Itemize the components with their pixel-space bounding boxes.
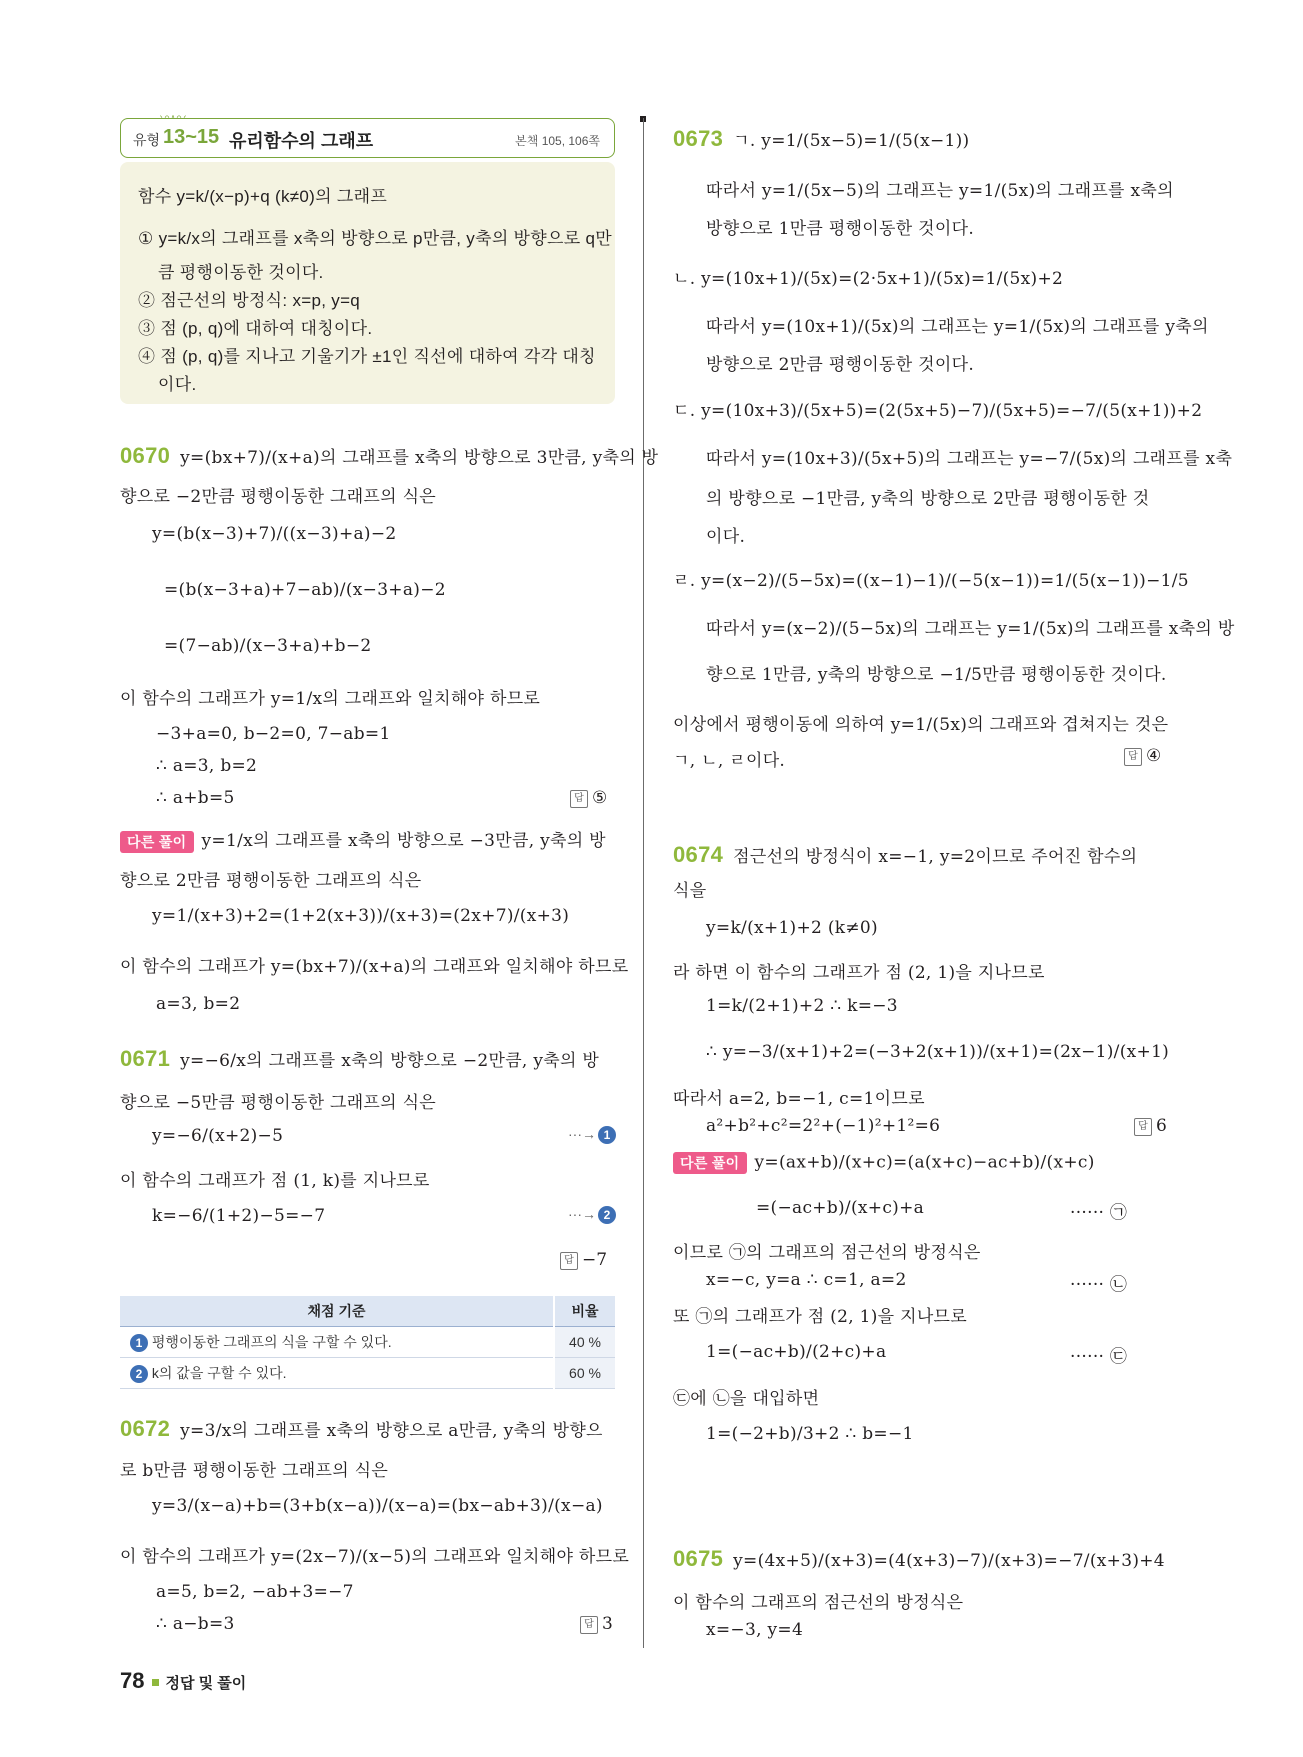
type-header-box xyxy=(120,118,615,158)
answer-mark: 답 6 xyxy=(1134,1116,1167,1136)
solution-line: ㄱ, ㄴ, ㄹ이다. xyxy=(673,751,786,771)
table-row: 1 평행이동한 그래프의 식을 구할 수 있다. 40 % xyxy=(120,1327,615,1358)
summary-line: 함수 y=k/(x−p)+q (k≠0)의 그래프 xyxy=(138,187,388,206)
step-number-badge: 2 xyxy=(128,1365,148,1381)
step-number-badge: 1 xyxy=(128,1334,148,1350)
solution-line: 이 함수의 그래프의 점근선의 방정식은 xyxy=(673,1593,964,1613)
equation-line: ∴ a+b=5 xyxy=(156,788,235,808)
equation-tag: ······ ㉡ xyxy=(1070,1275,1128,1295)
alternative-solution-line: 다른 풀이 y=1/x의 그래프를 x축의 방향으로 −3만큼, y축의 방 xyxy=(120,826,606,853)
step-marker-2: ···→ 2 xyxy=(568,1206,616,1224)
solution-line: 향으로 2만큼 평행이동한 그래프의 식은 xyxy=(120,871,422,891)
solution-line: 이 함수의 그래프가 y=1/x의 그래프와 일치해야 하므로 xyxy=(120,689,541,709)
table-header-criteria: 채점 기준 xyxy=(120,1296,554,1327)
equation-line: 1=(−2+b)/3+2 ∴ b=−1 xyxy=(706,1424,914,1444)
equation-line: a²+b²+c²=2²+(−1)²+1²=6 xyxy=(706,1116,941,1136)
type-range: 13~15 xyxy=(163,126,220,148)
equation-line: y=1/(x+3)+2=(1+2(x+3))/(x+3)=(2x+7)/(x+3) xyxy=(152,906,570,926)
equation-line: k=−6/(1+2)−5=−7 xyxy=(152,1206,326,1226)
equation-line: 1=k/(2+1)+2 ∴ k=−3 xyxy=(706,996,898,1016)
answer-icon: 답 xyxy=(560,1252,578,1270)
equation-line: y=−6/(x+2)−5 xyxy=(152,1126,284,1146)
solution-line: ㉢에 ㉡을 대입하면 xyxy=(673,1389,820,1409)
problem-number: 0674 xyxy=(673,842,724,867)
solution-line: 방향으로 1만큼 평행이동한 것이다. xyxy=(706,219,975,239)
alternative-solution-line: 다른 풀이 y=(ax+b)/(x+c)=(a(x+c)−ac+b)/(x+c) xyxy=(673,1152,1095,1174)
equation-line: a=5, b=2, −ab+3=−7 xyxy=(156,1582,354,1602)
answer-mark: 답 3 xyxy=(580,1614,613,1634)
equation-line: 1=(−ac+b)/(2+c)+a xyxy=(706,1342,887,1362)
solution-line: 식을 xyxy=(673,881,707,901)
equation-line: x=−c, y=a ∴ c=1, a=2 xyxy=(706,1270,907,1290)
summary-line: ③ 점 (p, q)에 대하여 대칭이다. xyxy=(138,319,373,338)
problem-number: 0672 xyxy=(120,1416,171,1441)
solution-line: 또 ㉠의 그래프가 점 (2, 1)을 지나므로 xyxy=(673,1307,967,1327)
solution-line: 따라서 y=(x−2)/(5−5x)의 그래프는 y=1/(5x)의 그래프를 x축의 방 xyxy=(706,619,1235,639)
textbook-reference: 본책 105, 106쪽 xyxy=(515,134,600,148)
page-footer xyxy=(120,1668,246,1694)
solution-line: 이다. xyxy=(706,527,746,547)
solution-line: 이 함수의 그래프가 y=(bx+7)/(x+a)의 그래프와 일치해야 하므로 xyxy=(120,957,629,977)
summary-line: ② 점근선의 방정식: x=p, y=q xyxy=(138,291,361,310)
scoring-table xyxy=(120,1296,615,1389)
footer-square-icon xyxy=(152,1679,159,1686)
solution-line: ㄴ. y=(10x+1)/(5x)=(2·5x+1)/(5x)=1/(5x)+2 xyxy=(673,269,1064,289)
solution-line: 0670 y=(bx+7)/(x+a)의 그래프를 x축의 방향으로 3만큼, y축의 방 xyxy=(120,443,659,468)
solution-line: ㄹ. y=(x−2)/(5−5x)=((x−1)−1)/(−5(x−1))=1/(5(x−1))−1/5 xyxy=(673,571,1189,591)
table-header-ratio: 비율 xyxy=(554,1296,615,1327)
equation-line: y=3/(x−a)+b=(3+b(x−a))/(x−a)=(bx−ab+3)/(x−a) xyxy=(152,1496,603,1516)
solution-line: 방향으로 2만큼 평행이동한 것이다. xyxy=(706,355,975,375)
equation-line: =(b(x−3+a)+7−ab)/(x−3+a)−2 xyxy=(164,580,446,600)
problem-number: 0671 xyxy=(120,1046,171,1071)
column-divider xyxy=(643,118,644,1648)
solution-line: 0672 y=3/x의 그래프를 x축의 방향으로 a만큼, y축의 방향으 xyxy=(120,1416,603,1441)
equation-line: =(−ac+b)/(x+c)+a xyxy=(756,1198,925,1218)
summary-line: 이다. xyxy=(158,375,197,394)
solution-line: ㄷ. y=(10x+3)/(5x+5)=(2(5x+5)−7)/(5x+5)=−7/(5(x+1))+2 xyxy=(673,401,1203,421)
solution-line: 이상에서 평행이동에 의하여 y=1/(5x)의 그래프와 겹쳐지는 것은 xyxy=(673,715,1169,735)
concept-summary-box xyxy=(120,162,615,404)
solution-line: 향으로 −2만큼 평행이동한 그래프의 식은 xyxy=(120,487,437,507)
footer-title: 정답 및 풀이 xyxy=(165,1675,247,1692)
solution-line: 이 함수의 그래프가 y=(2x−7)/(x−5)의 그래프와 일치해야 하므로 xyxy=(120,1547,630,1567)
solution-line: 0673 ㄱ. y=1/(5x−5)=1/(5(x−1)) xyxy=(673,126,970,151)
solution-line: 따라서 y=(10x+3)/(5x+5)의 그래프는 y=−7/(5x)의 그래프를 x축 xyxy=(706,449,1233,469)
solution-line: 이므로 ㉠의 그래프의 점근선의 방정식은 xyxy=(673,1243,981,1263)
equation-line: y=(b(x−3)+7)/((x−3)+a)−2 xyxy=(152,524,397,544)
solution-line: 이 함수의 그래프가 점 (1, k)를 지나므로 xyxy=(120,1171,430,1191)
alt-solution-badge: 다른 풀이 xyxy=(120,831,194,853)
solution-line: 따라서 y=(10x+1)/(5x)의 그래프는 y=1/(5x)의 그래프를 y축의 xyxy=(706,317,1209,337)
equation-line: −3+a=0, b−2=0, 7−ab=1 xyxy=(156,724,391,744)
page-number: 78 xyxy=(120,1668,145,1693)
answer-mark: 답 ④ xyxy=(1124,746,1161,766)
equation-line: ∴ y=−3/(x+1)+2=(−3+2(x+1))/(x+1)=(2x−1)/(x+1) xyxy=(706,1042,1170,1062)
equation-line: ∴ a=3, b=2 xyxy=(156,756,258,776)
solution-line: 0674 점근선의 방정식이 x=−1, y=2이므로 주어진 함수의 xyxy=(673,842,1138,867)
answer-mark: 답 −7 xyxy=(560,1250,607,1270)
answer-icon: 답 xyxy=(580,1616,598,1634)
problem-number: 0675 xyxy=(673,1546,724,1571)
answer-mark: 답 ⑤ xyxy=(570,788,607,808)
equation-line: ∴ a−b=3 xyxy=(156,1614,235,1634)
summary-line: ④ 점 (p, q)를 지나고 기울기가 ±1인 직선에 대하여 각각 대칭 xyxy=(138,347,596,366)
equation-line: x=−3, y=4 xyxy=(706,1620,804,1640)
solution-line: 따라서 y=1/(5x−5)의 그래프는 y=1/(5x)의 그래프를 x축의 xyxy=(706,181,1174,201)
solution-line: 라 하면 이 함수의 그래프가 점 (2, 1)을 지나므로 xyxy=(673,963,1045,983)
summary-line: 큼 평행이동한 것이다. xyxy=(158,263,324,282)
solution-line: 향으로 1만큼, y축의 방향으로 −1/5만큼 평행이동한 것이다. xyxy=(706,665,1167,685)
problem-number: 0673 xyxy=(673,126,724,151)
answer-icon: 답 xyxy=(1124,748,1142,766)
type-title: 유리함수의 그래프 xyxy=(229,131,374,151)
solution-line: 따라서 a=2, b=−1, c=1이므로 xyxy=(673,1089,925,1109)
table-cell-ratio: 60 % xyxy=(554,1358,615,1389)
equation-line: =(7−ab)/(x−3+a)+b−2 xyxy=(164,636,372,656)
equation-tag: ······ ㉠ xyxy=(1070,1203,1128,1223)
solution-line: 0671 y=−6/x의 그래프를 x축의 방향으로 −2만큼, y축의 방 xyxy=(120,1046,600,1071)
alt-solution-badge: 다른 풀이 xyxy=(673,1152,747,1174)
solution-line: 의 방향으로 −1만큼, y축의 방향으로 2만큼 평행이동한 것 xyxy=(706,489,1150,509)
type-label: 유형 xyxy=(133,132,161,148)
answer-icon: 답 xyxy=(1134,1118,1152,1136)
answer-icon: 답 xyxy=(570,790,588,808)
table-cell-ratio: 40 % xyxy=(554,1327,615,1358)
table-row: 2 k의 값을 구할 수 있다. 60 % xyxy=(120,1358,615,1389)
solution-line: 0675 y=(4x+5)/(x+3)=(4(x+3)−7)/(x+3)=−7/(x+3)+4 xyxy=(673,1546,1165,1571)
step-marker-1: ···→ 1 xyxy=(568,1126,616,1144)
equation-line: y=k/(x+1)+2 (k≠0) xyxy=(706,918,878,938)
equation-line: a=3, b=2 xyxy=(156,994,241,1014)
solution-line: 로 b만큼 평행이동한 그래프의 식은 xyxy=(120,1461,389,1481)
solution-line: 향으로 −5만큼 평행이동한 그래프의 식은 xyxy=(120,1093,437,1113)
summary-line: ① y=k/x의 그래프를 x축의 방향으로 p만큼, y축의 방향으로 q만 xyxy=(138,229,612,248)
problem-number: 0670 xyxy=(120,443,171,468)
equation-tag: ······ ㉢ xyxy=(1070,1347,1128,1367)
